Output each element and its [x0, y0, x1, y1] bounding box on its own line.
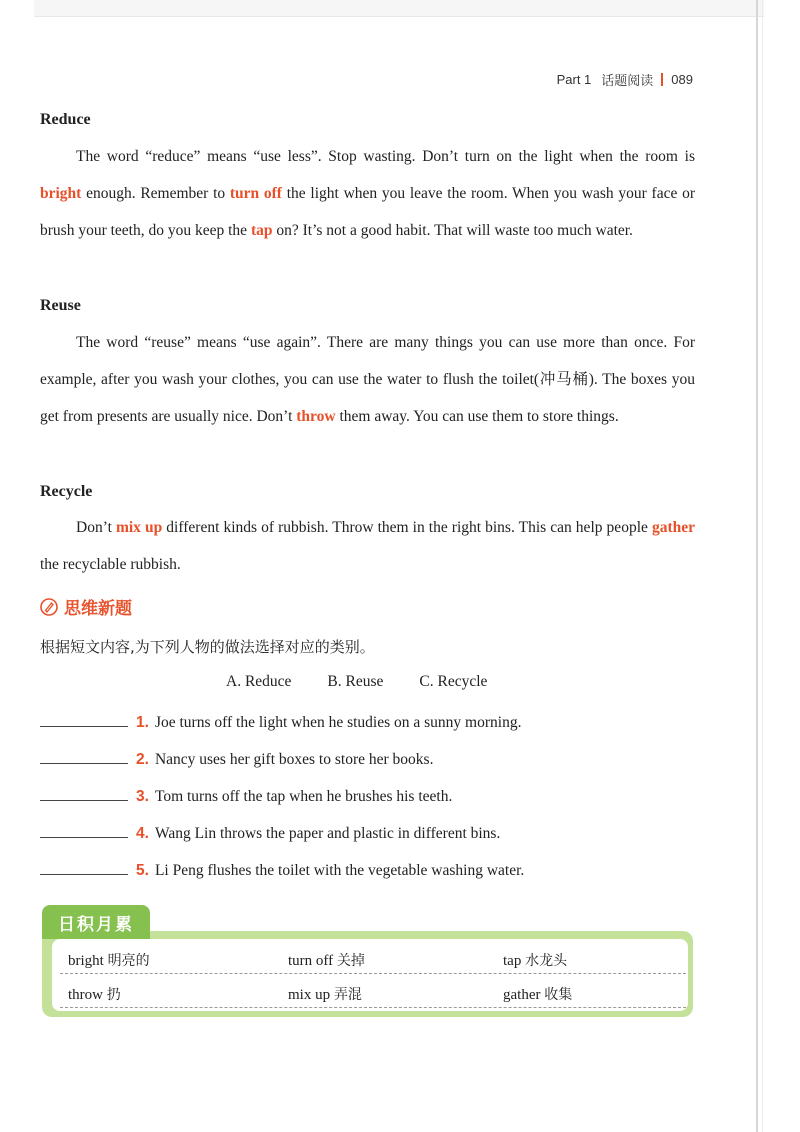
vocab-item [288, 984, 362, 1004]
question-3 [40, 784, 452, 806]
question-text: Tom turns off the tap when he brushes his teeth. [154, 788, 453, 805]
pen-icon [40, 598, 58, 616]
question-number: 4. [136, 825, 149, 842]
vocab-item [68, 950, 150, 970]
vocab-cn: 弄混 [333, 987, 362, 1003]
answer-blank-5[interactable] [40, 858, 128, 875]
header-part: Part 1 [556, 72, 592, 87]
vocab-cn: 扔 [106, 987, 121, 1003]
vocab-item [503, 984, 572, 1004]
vocab-en: turn off [288, 953, 334, 969]
keyword-turn-off: turn off [229, 185, 282, 202]
answer-blank-3[interactable] [40, 784, 128, 801]
answer-blank-1[interactable] [40, 710, 128, 727]
vocab-en: gather [503, 987, 541, 1003]
vocab-cn: 水龙头 [525, 953, 568, 969]
reduce-text-3: the light when you leave the room. When you wash your face or brush your teeth, do you keep the [40, 185, 695, 239]
vocab-row-1 [60, 945, 686, 974]
reuse-text-2: them away. You can use them to store things. [335, 408, 619, 425]
vocab-cn: 关掉 [336, 953, 365, 969]
question-number: 1. [136, 714, 149, 731]
vocab-en: tap [503, 953, 522, 969]
heading-reuse: Reuse [40, 297, 81, 314]
option-b: B. Reuse [327, 673, 384, 690]
paragraph-reduce [40, 138, 695, 249]
page-top-edge [34, 0, 764, 17]
keyword-mix-up: mix up [115, 519, 163, 536]
option-c: C. Recycle [419, 673, 488, 690]
question-number: 3. [136, 788, 149, 805]
keyword-bright: bright [40, 185, 82, 202]
vocab-en: bright [68, 953, 104, 969]
question-1 [40, 710, 521, 732]
recycle-text-1: Don’t [76, 519, 116, 536]
option-a: A. Reduce [226, 673, 292, 690]
vocab-item [288, 950, 365, 970]
vocab-en: mix up [288, 987, 331, 1003]
task-instruction: 根据短文内容,为下列人物的做法选择对应的类别。 [40, 638, 375, 656]
header-section: 话题阅读 [601, 74, 654, 89]
vocab-item [503, 950, 567, 970]
paragraph-recycle [40, 509, 695, 583]
paragraph-reuse [40, 324, 695, 435]
keyword-tap: tap [250, 222, 273, 239]
keyword-gather: gather [651, 519, 695, 536]
heading-recycle: Recycle [40, 483, 93, 500]
answer-options [226, 673, 487, 691]
vocab-cn: 收集 [544, 987, 573, 1003]
keyword-throw: throw [296, 408, 336, 425]
vocab-title: 日积月累 [42, 905, 150, 939]
vocab-row-2 [60, 979, 686, 1008]
task-title [40, 594, 132, 619]
question-number: 2. [136, 751, 149, 768]
question-5 [40, 858, 524, 880]
header-page-number: 089 [671, 72, 693, 87]
header-divider [661, 73, 663, 86]
question-text: Joe turns off the light when he studies on a sunny morning. [154, 714, 522, 731]
recycle-text-3: the recyclable rubbish. [40, 556, 181, 573]
vocab-item [68, 984, 121, 1004]
question-text: Nancy uses her gift boxes to store her books. [154, 751, 434, 768]
question-text: Li Peng flushes the toilet with the vegetable washing water. [154, 862, 525, 879]
question-4 [40, 821, 500, 843]
task-title-text: 思维新题 [64, 599, 132, 619]
answer-blank-4[interactable] [40, 821, 128, 838]
reduce-text-1: The word “reduce” means “use less”. Stop wasting. Don’t turn on the light when the room is [76, 148, 695, 165]
question-text: Wang Lin throws the paper and plastic in different bins. [154, 825, 501, 842]
question-2 [40, 747, 433, 769]
reduce-text-4: on? It’s not a good habit. That will waste too much water. [272, 222, 633, 239]
vocab-en: throw [68, 987, 103, 1003]
page-header [557, 70, 693, 89]
reuse-text-1: The word “reuse” means “use again”. There are many things you can use more than once. For example, after you wash your clothes, you can use the water to flush the toilet(冲马桶). The boxes you get from presents are usually nice. Don’t [40, 334, 695, 425]
recycle-text-2: different kinds of rubbish. Throw them in the right bins. This can help people [162, 519, 652, 536]
question-number: 5. [136, 862, 149, 879]
heading-reduce: Reduce [40, 111, 91, 128]
answer-blank-2[interactable] [40, 747, 128, 764]
page-right-edge-shadow [762, 0, 763, 1132]
page-right-edge [756, 0, 758, 1132]
vocab-cn: 明亮的 [107, 953, 150, 969]
reduce-text-2: enough. Remember to [81, 185, 230, 202]
